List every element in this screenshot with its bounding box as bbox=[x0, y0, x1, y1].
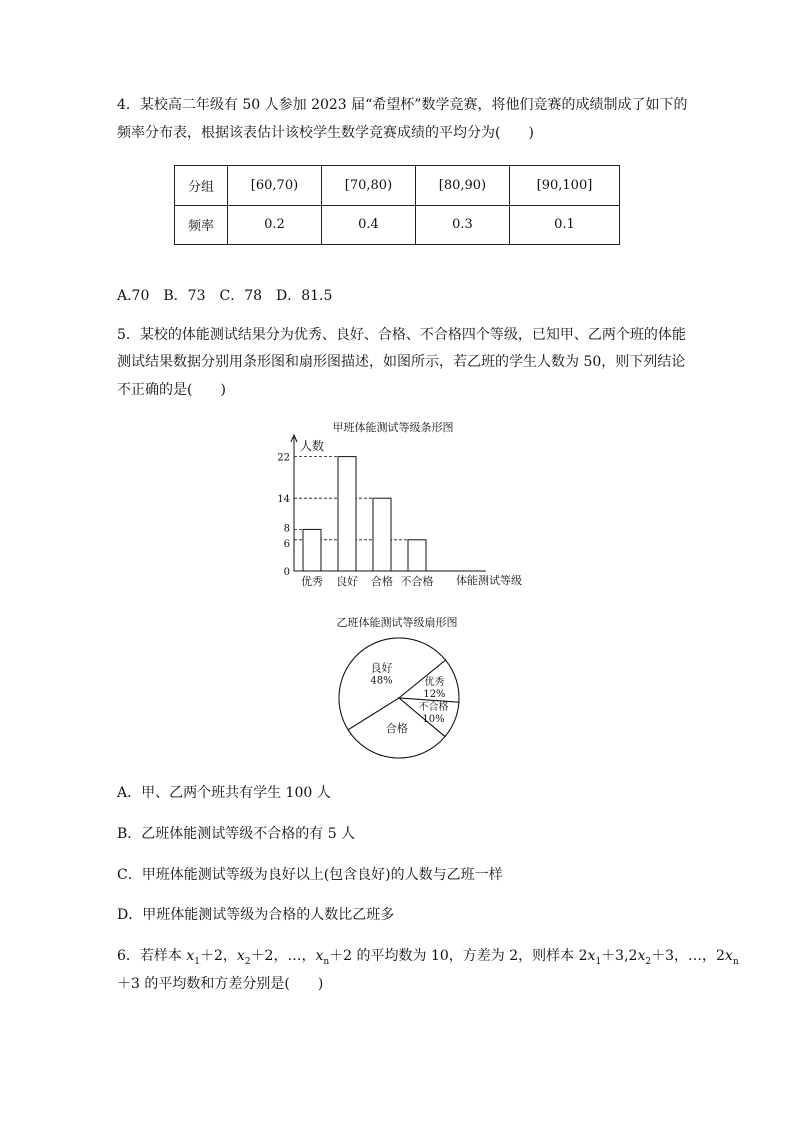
bar-合格 bbox=[373, 498, 391, 571]
group-cell: [80,90) bbox=[415, 166, 509, 206]
q6-sub: 2 bbox=[244, 956, 251, 967]
y-tick-label: 8 bbox=[283, 523, 290, 535]
q6-text: ＋3,2 bbox=[601, 948, 638, 964]
pie-percent-label: 48% bbox=[370, 675, 393, 687]
bar-良好 bbox=[338, 457, 356, 571]
q5-option-c: C．甲班体能测试等级为良好以上(包含良好)的人数与乙班一样 bbox=[117, 867, 503, 883]
q6-text: 6．若样本 bbox=[117, 948, 187, 964]
pie-label: 良好 bbox=[370, 661, 393, 675]
row-label-freq: 频率 bbox=[175, 205, 228, 245]
q6-sub: n bbox=[732, 956, 739, 967]
bar-优秀 bbox=[303, 529, 321, 571]
x-tick-label: 良好 bbox=[336, 575, 358, 588]
q5-option-d: D．甲班体能测试等级为合格的人数比乙班多 bbox=[117, 907, 395, 923]
q6-text: ＋2， bbox=[200, 948, 237, 964]
q5-option-a: A．甲、乙两个班共有学生 100 人 bbox=[117, 785, 331, 801]
pie-chart-title: 乙班体能测试等级扇形图 bbox=[336, 616, 458, 629]
q6-var: x bbox=[236, 948, 245, 964]
bar-chart-ylabel: 人数 bbox=[300, 439, 325, 453]
freq-cell: 0.3 bbox=[415, 205, 509, 245]
bar-chart-yticks bbox=[277, 453, 290, 578]
y-tick-label: 14 bbox=[277, 494, 290, 506]
q6-sub: 2 bbox=[645, 956, 652, 967]
q6-var: x bbox=[587, 948, 596, 964]
pie-label: 合格 bbox=[385, 721, 408, 735]
y-tick-label: 6 bbox=[283, 538, 290, 550]
bar-chart-xlabel: 体能测试等级 bbox=[456, 574, 522, 587]
q6-stem-line1 bbox=[117, 947, 739, 971]
freq-cell: 0.1 bbox=[509, 205, 619, 245]
x-tick-label: 合格 bbox=[371, 575, 393, 588]
q4-options: A.70 B．73 C．78 D．81.5 bbox=[117, 288, 333, 304]
bar-chart-xticks bbox=[301, 574, 434, 588]
q6-text: ＋3，…，2 bbox=[651, 948, 725, 964]
y-tick-label: 0 bbox=[283, 567, 290, 578]
pie-label: 不合格 bbox=[418, 701, 449, 713]
q4-stem-line1: 4．某校高二年级有 50 人参加 2023 届“希望杯”数学竞赛，将他们竞赛的成绩制成了如下的 bbox=[117, 97, 688, 113]
q6-var: x bbox=[637, 948, 646, 964]
bar-不合格 bbox=[408, 540, 426, 571]
pie-percent-label: 10% bbox=[422, 713, 445, 725]
freq-cell: 0.4 bbox=[321, 205, 415, 245]
q6-sub: 1 bbox=[595, 956, 602, 967]
bar-chart-bars bbox=[303, 457, 426, 571]
group-cell: [90,100] bbox=[509, 166, 619, 206]
table-row-groups bbox=[175, 166, 620, 206]
x-tick-label: 不合格 bbox=[400, 575, 434, 588]
q6-sub: 1 bbox=[194, 956, 200, 967]
frequency-table bbox=[174, 165, 620, 245]
freq-cell: 0.2 bbox=[228, 205, 322, 245]
q6-var: x bbox=[315, 948, 324, 964]
q6-var: x bbox=[186, 948, 195, 964]
bar-chart bbox=[270, 415, 530, 593]
group-cell: [60,70) bbox=[228, 166, 322, 206]
q6-text: ＋2，…， bbox=[250, 948, 316, 964]
y-tick-label: 22 bbox=[277, 452, 290, 464]
group-cell: [70,80) bbox=[321, 166, 415, 206]
q5-stem-line2: 测试结果数据分别用条形图和扇形图描述，如图所示，若乙班的学生人数为 50，则下列结论 bbox=[117, 354, 686, 370]
pie-percent-label: 12% bbox=[423, 688, 446, 700]
pie-chart bbox=[320, 612, 480, 764]
q5-stem-line1: 5．某校的体能测试结果分为优秀、良好、合格、不合格四个等级，已知甲、乙两个班的体能 bbox=[117, 327, 686, 343]
row-label-group: 分组 bbox=[175, 166, 228, 206]
q6-stem-line2: ＋3 的平均数和方差分别是( ) bbox=[117, 976, 324, 992]
x-tick-label: 优秀 bbox=[301, 575, 323, 588]
q6-sub: n bbox=[323, 956, 330, 967]
q6-var: x bbox=[724, 948, 733, 964]
q4-stem-line2: 频率分布表，根据该表估计该校学生数学竞赛成绩的平均分为( ) bbox=[117, 125, 534, 141]
table-row-freqs bbox=[175, 205, 620, 245]
bar-chart-title: 甲班体能测试等级条形图 bbox=[332, 421, 454, 434]
q6-text: ＋2 的平均数为 10，方差为 2，则样本 2 bbox=[329, 948, 588, 964]
q5-stem-line3: 不正确的是( ) bbox=[117, 382, 226, 398]
q5-option-b: B．乙班体能测试等级不合格的有 5 人 bbox=[117, 826, 356, 842]
pie-label: 优秀 bbox=[424, 676, 445, 688]
